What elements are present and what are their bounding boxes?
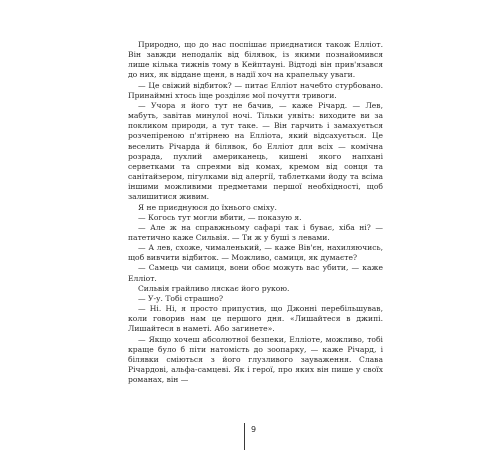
paragraph: — Учора я його тут не бачив, — каже Річард. — Лев, мабуть, завітав минулої ночі. Тільки уявіть: виходите ви за покликом природи, а тут таке. — Він гарчить і замахується розчепіреною п'ятірнею на Елліота, який відсахується. Це веселить Річарда й білявок, бо Елліот для всіх — комічна розрада, пухлий американець, кишені якого напхані серветками та спреями від комах, кремом від сонця та санітайзером, пігулками від алергії, таблетками йоду та всіма іншими можливими предметами першої необхідності, щоб залишитися живим.: [128, 100, 383, 202]
paragraph: — Когось тут могли вбити, — показую я.: [138, 212, 302, 222]
paragraph: Природно, що до нас поспішає приєднатися також Елліот. Він завжди неподалік від білявок, із якими познайомився лише кілька тижнів тому в Кейптауні. Відтоді він прив'язався до них, як віддане щеня, в надії хоч на крапельку уваги.: [128, 40, 383, 80]
paragraph: Я не приєднуюся до їхнього сміху.: [138, 202, 277, 212]
page-number: 9: [251, 425, 257, 434]
paragraph: — Ні. Ні, я просто припустив, що Джонні перебільшував, коли говорив нам це першого дня. «Лишайтеся в джипі. Лишайтеся в наметі. Або загинете».: [128, 304, 383, 334]
page-footer: [244, 423, 274, 450]
paragraph: — Це свіжий відбиток? — питає Елліот начебто стурбовано. Принаймні хтось іще розділяє мої почуття тривоги.: [128, 80, 383, 100]
paragraph: — Самець чи самиця, вони обоє можуть вас убити, — каже Елліот.: [128, 263, 383, 283]
paragraph: — А лев, схоже, чималенький, — каже Вів'єн, нахиляючись, щоб вивчити відбиток. — Можливо, самиця, як думаєте?: [128, 243, 383, 263]
paragraph: Сильвія грайливо ляскає його рукою.: [138, 283, 290, 293]
body-text: [128, 40, 383, 385]
paragraph: — Якщо хочеш абсолютної безпеки, Елліоте, можливо, тобі краще було б піти натомість до зоопарку, — каже Річард, і білявки сміються з його глузливого зауваження. Слава Річардові, альфа-самцеві. Як і герої, про яких він пише у своїх романах, він —: [128, 334, 383, 385]
paragraph: — У-у. Тобі страшно?: [138, 293, 224, 303]
page-number-rule: [244, 423, 245, 450]
paragraph: — Але ж на справжньому сафарі так і буває, хіба ні? — патетично каже Сильвія. — Ти ж у буші з левами.: [128, 222, 383, 242]
